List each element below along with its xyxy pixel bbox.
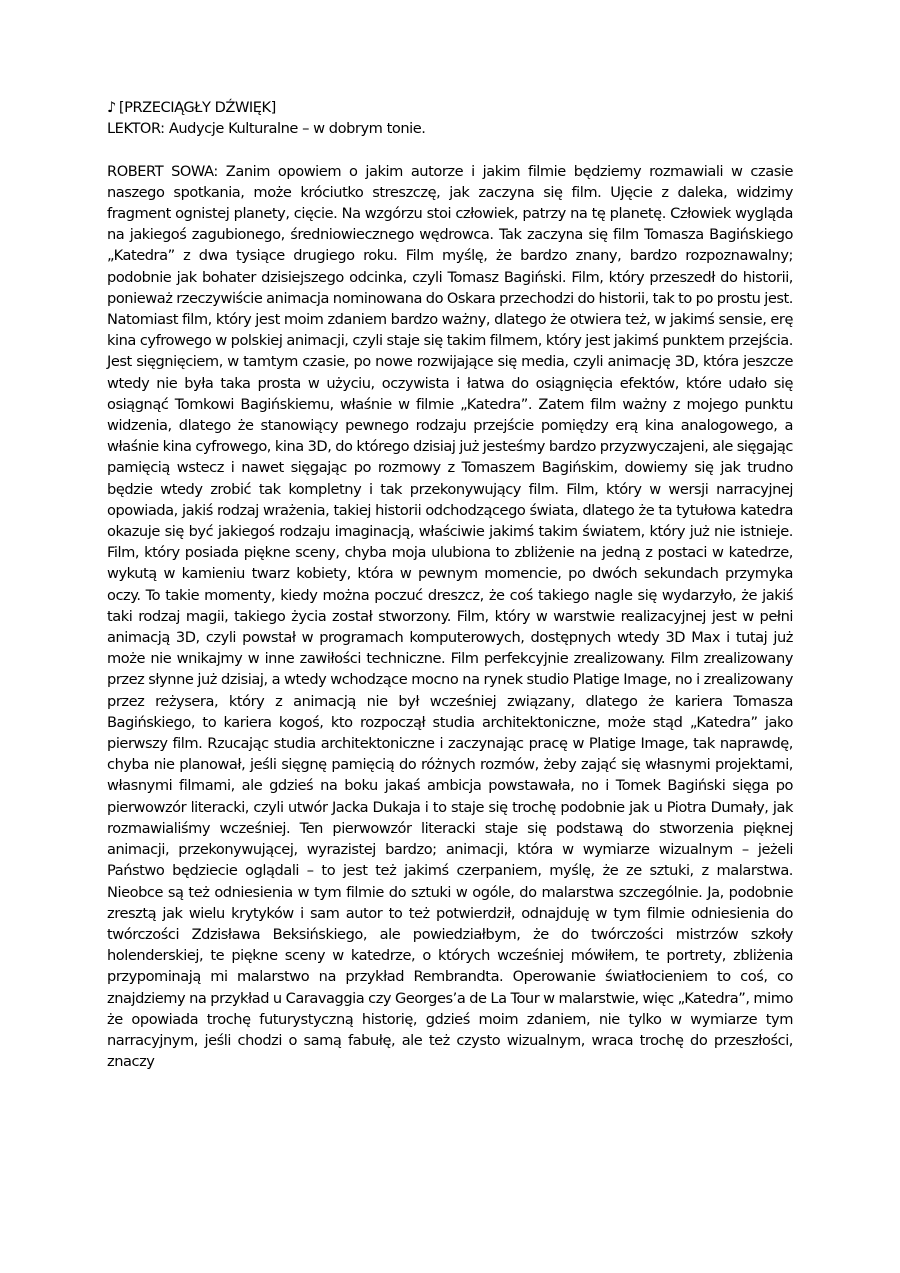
lektor-line: LEKTOR: Audycje Kulturalne – w dobrym tonie. [107,120,426,138]
document-content [107,97,793,1072]
music-note-icon: ♪ [107,99,116,116]
transcript-paragraph: ROBERT SOWA: Zanim opowiem o jakim autorze i jakim filmie będziemy rozmawiali w czasie naszego spotkania, może króciutko streszczę, jak zaczyna się film. Ujęcie z daleka, widzimy fragment ognistej planety, cięcie. Na wzgórzu stoi człowiek, patrzy na tę planetę. Człowiek wygląda na jakiegoś zagubionego, średniowiecznego wędrowca. Tak zaczyna się film Tomasza Bagińskiego „Katedra” z dwa tysiące drugiego roku. Film myślę, że bardzo znany, bardzo rozpoznawalny; podobnie jak bohater dzisiejszego odcinka, czyli Tomasz Bagiński. Film, który przeszedł do historii, ponieważ rzeczywiście animacja nominowana do Oskara przechodzi do historii, tak to po prostu jest. Natomiast film, który jest moim zdaniem bardzo ważny, dlatego że otwiera też, w jakimś sensie, erę kina cyfrowego w polskiej animacji, czyli staje się takim filmem, który jest jakimś punktem przejścia. Jest sięgnięciem, w tamtym czasie, po nowe rozwijające się media, czyli animację 3D, która jeszcze wtedy nie była taka prosta w użyciu, oczywista i łatwa do osiągnięcia efektów, które udało się osiągnąć Tomkowi Bagińskiemu, właśnie w filmie „Katedra”. Zatem film ważny z mojego punktu widzenia, dlatego że stanowiący pewnego rodzaju przejście pomiędzy erą kina analogowego, a właśnie kina cyfrowego, kina 3D, do którego dzisiaj już jesteśmy bardzo przyzwyczajeni, ale sięgając pamięcią wstecz i nawet sięgając po rozmowy z Tomaszem Bagińskim, dowiemy się jak trudno będzie wtedy zrobić tak kompletny i tak przekonywujący film. Film, który w wersji narracyjnej opowiada, jakiś rodzaj wrażenia, takiej historii odchodzącego świata, dlatego że ta tytułowa katedra okazuje się być jakiegoś rodzaju imaginacją, właściwie jakimś takim światem, który już nie istnieje. Film, który posiada piękne sceny, chyba moja ulubiona to zbliżenie na jedną z postaci w katedrze, wykutą w kamieniu twarz kobiety, która w pewnym momencie, po dwóch sekundach przymyka oczy. To takie momenty, kiedy można poczuć dreszcz, że coś takiego nagle się wydarzyło, że jakiś taki rodzaj magii, takiego życia został stworzony. Film, który w warstwie realizacyjnej jest w pełni animacją 3D, czyli powstał w programach komputerowych, dostępnych wtedy 3D Max i tutaj już może nie wnikajmy w inne zawiłości techniczne. Film perfekcyjnie zrealizowany. Film zrealizowany przez słynne już dzisiaj, a wtedy wchodzące mocno na rynek studio Platige Image, no i zrealizowany przez reżysera, który z animacją nie był wcześniej związany, dlatego że kariera Tomasza Bagińskiego, to kariera kogoś, kto rozpoczął studia architektoniczne, może stąd „Katedra” jako pierwszy film. Rzucając studia architektoniczne i zaczynając pracę w Platige Image, tak naprawdę, chyba nie planował, jeśli sięgnę pamięcią do różnych rozmów, żeby zająć się własnymi projektami, własnymi filmami, ale gdzieś na boku jakaś ambicja powstawała, no i Tomek Bagiński sięga po pierwowzór literacki, czyli utwór Jacka Dukaja i to staje się trochę podobnie jak u Piotra Dumały, jak rozmawialiśmy wcześniej. Ten pierwowzór literacki staje się podstawą do stworzenia pięknej animacji, przekonywującej, wyrazistej bardzo; animacji, która w wymiarze wizualnym – jeżeli Państwo będziecie oglądali – to jest też jakimś czerpaniem, myślę, że ze sztuki, z malarstwa. Nieobce są też odniesienia w tym filmie do sztuki w ogóle, do malarstwa szczególnie. Ja, podobnie zresztą jak wielu krytyków i sam autor to też potwierdził, odnajduję w tym filmie odniesienia do twórczości Zdzisława Beksińskiego, ale powiedziałbym, że do twórczości mistrzów szkoły holenderskiej, te piękne sceny w katedrze, o których wcześniej mówiłem, te portrety, zbliżenia przypominają mi malarstwo na przykład Rembrandta. Operowanie światłocieniem to coś, co znajdziemy na przykład u Caravaggia czy Georges’a de La Tour w malarstwie, więc „Katedra”, mimo że opowiada trochę futurystyczną historię, gdzieś moim zdaniem, nie tylko w wymiarze tym narracyjnym, jeśli chodzi o samą fabułę, ale też czysto wizualnym, wraca trochę do przeszłości, znaczy [107,162,793,1071]
sound-cue-line [107,97,793,118]
sound-cue-text: [PRZECIĄGŁY DŹWIĘK] [118,99,276,116]
